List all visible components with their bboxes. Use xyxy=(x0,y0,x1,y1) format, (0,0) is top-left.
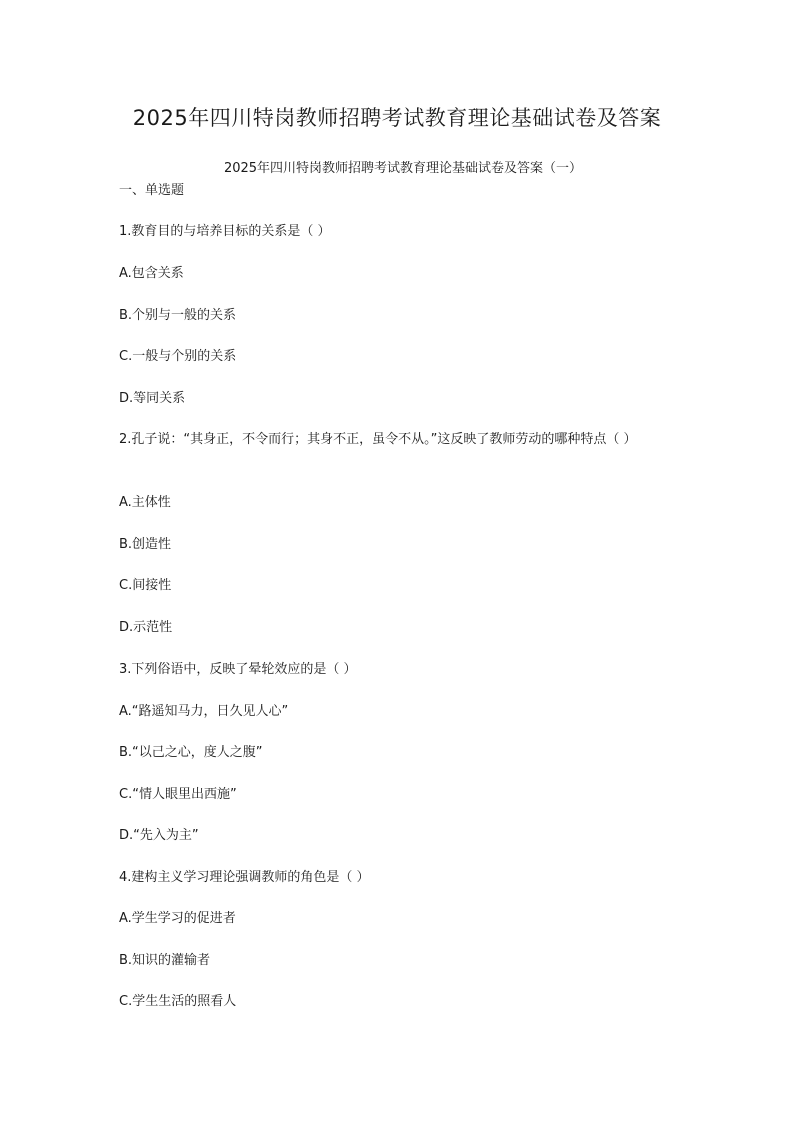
question-2-option-a: A.主体性 xyxy=(119,495,171,510)
question-4-option-c: C.学生生活的照看人 xyxy=(119,994,237,1009)
question-4-stem: 4.建构主义学习理论强调教师的角色是（ ） xyxy=(119,870,370,885)
section-heading: 一、单选题 xyxy=(119,183,185,198)
question-3-option-a: A.“路遥知马力，日久见人心” xyxy=(119,704,289,719)
question-1-stem: 1.教育目的与培养目标的关系是（ ） xyxy=(119,224,331,239)
question-2-stem: 2.孔子说：“其身正，不令而行；其身不正，虽令不从。”这反映了教师劳动的哪种特点（ ） xyxy=(119,432,637,447)
document-subtitle: 2025年四川特岗教师招聘考试教育理论基础试卷及答案（一） xyxy=(223,161,583,176)
question-3-option-b: B.“以己之心，度人之腹” xyxy=(119,745,263,760)
question-4-option-a: A.学生学习的促进者 xyxy=(119,911,236,926)
question-3-option-d: D.“先入为主” xyxy=(119,828,199,843)
question-1-option-b: B.个别与一般的关系 xyxy=(119,308,237,323)
question-3-option-c: C.“情人眼里出西施” xyxy=(119,787,237,802)
question-4-option-b: B.知识的灌输者 xyxy=(119,953,211,968)
question-2-option-d: D.示范性 xyxy=(119,620,173,635)
question-3-stem: 3.下列俗语中，反映了晕轮效应的是（ ） xyxy=(119,662,357,677)
question-1-option-d: D.等同关系 xyxy=(119,391,186,406)
question-2-option-b: B.创造性 xyxy=(119,537,172,552)
document-title: 2025年四川特岗教师招聘考试教育理论基础试卷及答案 xyxy=(132,106,662,130)
question-1-option-c: C.一般与个别的关系 xyxy=(119,349,237,364)
question-2-option-c: C.间接性 xyxy=(119,578,172,593)
question-1-option-a: A.包含关系 xyxy=(119,266,184,281)
